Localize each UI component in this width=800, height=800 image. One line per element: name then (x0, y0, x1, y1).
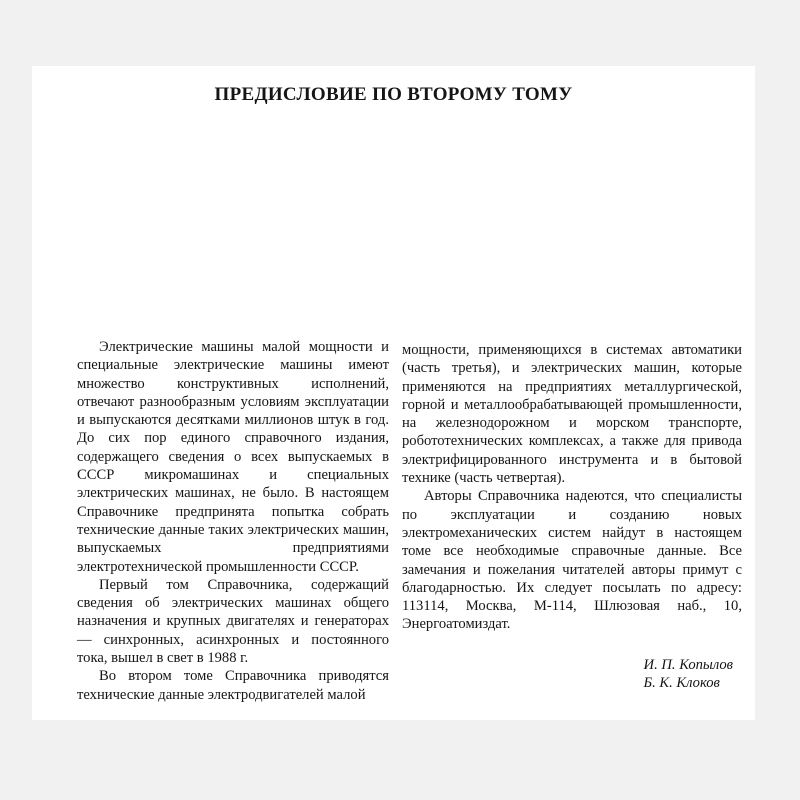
paragraph-continued: мощности, применяющихся в системах автоматики (часть третья), и электрических машин, которые применяются на предприятиях металлургической, горной и металлообрабатывающей промышленности, на железнодорожном и морском транспорте, робототехнических комплексах, а также для привода электрифицированного инструмента и в бытовой технике (часть четвертая). (402, 342, 742, 487)
author-name: И. П. Копылов (643, 657, 733, 673)
page-title: ПРЕДИСЛОВИЕ ПО ВТОРОМУ ТОМУ (214, 84, 573, 105)
paragraph: Первый том Справочника, содержащий сведения об электрических машинах общего назначения и крупных двигателях и генераторах — синхронных, асинхронных и постоянного тока, вышел в свет в 1988 г. (77, 576, 389, 667)
author-name: Б. К. Клоков (643, 675, 720, 692)
paragraph: Электрические машины малой мощности и специальные электрические машины имеют множество конструктивных исполнений, отвечают разнообразным условиям эксплуатации и выпускаются десятками миллионов штук в год. До сих пор единого справочного издания, содержащего сведения о всех выпускаемых в СССР микромашинах и специальных электрических машинах, не было. В настоящем Справочнике предпринята попытка собрать технические данные таких электрических машин, выпускаемых предприятиями электротехнической промышленности СССР. (77, 339, 389, 575)
author-signatures (644, 656, 733, 693)
paragraph: Авторы Справочника надеются, что специалисты по эксплуатации и созданию новых электромеханических систем найдут в настоящем томе все необходимые справочные данные. Все замечания и пожелания читателей авторы примут с благодарностью. Их следует посылать по адресу: 113114, Москва, М-114, Шлюзовая наб., 10, Энергоатомиздат. (402, 488, 742, 633)
paragraph: Во втором томе Справочника приводятся технические данные электродвигателей малой (77, 668, 389, 703)
left-column (77, 338, 389, 704)
right-column (402, 341, 742, 634)
document-page (32, 66, 755, 720)
